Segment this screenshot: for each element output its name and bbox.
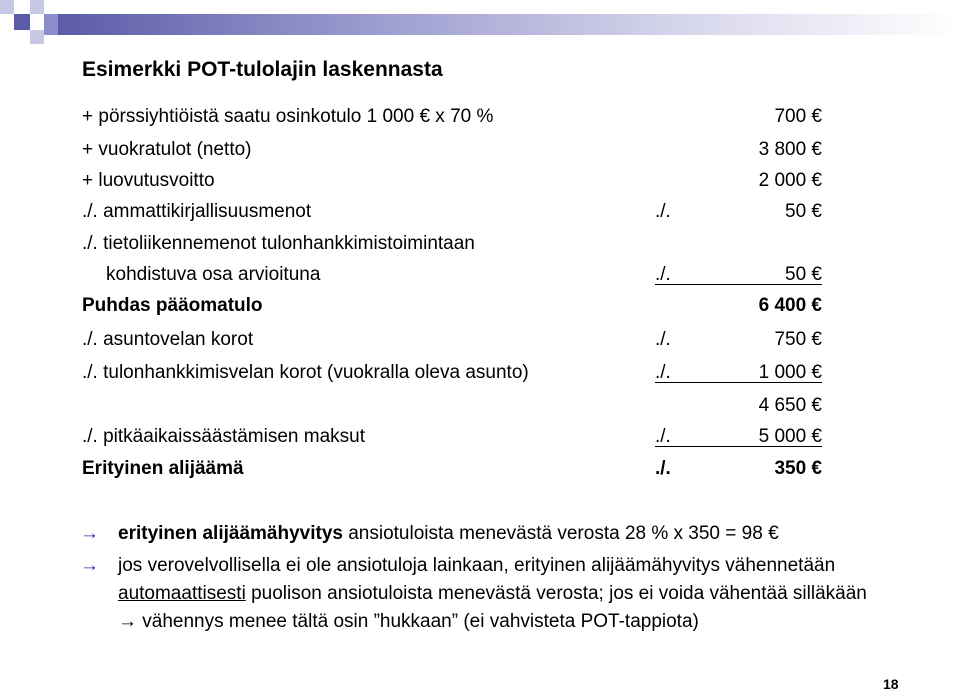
row-minus-sign: ./. [655, 264, 671, 285]
calc-row [0, 104, 960, 130]
bullet-text-part: ansiotuloista menevästä verosta 28 % x 350 = 98 € [342, 523, 779, 544]
decor-square-3 [30, 0, 44, 14]
row-amount: 2 000 € [758, 170, 822, 191]
row-amount: 700 € [774, 106, 822, 127]
calc-row [0, 231, 960, 257]
row-amount: 50 € [785, 264, 822, 285]
row-amount: 3 800 € [758, 139, 822, 160]
sum-underline [655, 382, 822, 383]
page-title: Esimerkki POT-tulolajin laskennasta [82, 58, 443, 81]
bullet-item [80, 520, 890, 548]
header-gradient-bar [58, 14, 960, 35]
decor-square-4 [30, 30, 44, 44]
row-label: kohdistuva osa arvioituna [106, 264, 321, 285]
row-amount: 750 € [774, 329, 822, 350]
bullet-text [118, 552, 890, 636]
bullet-item [80, 552, 890, 636]
sum-underline [655, 446, 822, 447]
row-amount: 6 400 € [758, 295, 822, 316]
calc-row [0, 327, 960, 353]
row-label: + pörssiyhtiöistä saatu osinkotulo 1 000 € x 70 % [82, 106, 494, 127]
row-minus-sign: ./. [655, 426, 671, 447]
row-label: ./. pitkäaikaissäästämisen maksut [82, 426, 366, 447]
calc-row [0, 393, 960, 419]
row-amount: 1 000 € [758, 362, 822, 383]
bullet-text [118, 520, 890, 548]
sum-underline [655, 284, 822, 285]
row-minus-sign: ./. [655, 201, 671, 222]
row-label: Puhdas pääomatulo [82, 295, 263, 316]
bullet-bold-term: erityinen alijäämähyvitys [118, 523, 343, 544]
bullet-text-part: vähennys menee tältä osin ”hukkaan” (ei vahvisteta POT-tappiota) [137, 611, 699, 632]
decor-square-2 [14, 14, 30, 30]
row-label: + vuokratulot (netto) [82, 139, 252, 160]
row-amount: 350 € [774, 458, 822, 479]
row-label: ./. tietoliikennemenot tulonhankkimistoimintaan [82, 233, 475, 254]
bullet-text-part: jos verovelvollisella ei ole ansiotuloja lainkaan, erityinen alijäämähyvitys vähennetään [118, 555, 836, 576]
row-amount: 4 650 € [758, 395, 822, 416]
calc-row [0, 456, 960, 482]
decor-square-5 [44, 14, 58, 35]
row-label: ./. asuntovelan korot [82, 329, 254, 350]
row-label: ./. ammattikirjallisuusmenot [82, 201, 312, 222]
calc-row [0, 262, 960, 288]
calc-row [0, 137, 960, 163]
row-label: Erityinen alijäämä [82, 458, 244, 479]
row-amount: 5 000 € [758, 426, 822, 447]
row-label: + luovutusvoitto [82, 170, 215, 191]
calc-row [0, 199, 960, 225]
bullet-text-part: puolison ansiotuloista menevästä verosta; jos ei voida vähentää silläkään [245, 583, 867, 604]
arrow-right-icon: → [80, 555, 99, 576]
inline-arrow-icon: → [118, 611, 137, 632]
decor-square-1 [0, 0, 14, 14]
calc-row [0, 424, 960, 450]
arrow-right-icon: → [80, 523, 99, 544]
row-amount: 50 € [785, 201, 822, 222]
calc-row [0, 293, 960, 319]
row-minus-sign: ./. [655, 458, 671, 479]
row-minus-sign: ./. [655, 329, 671, 350]
calc-row [0, 168, 960, 194]
calc-row [0, 360, 960, 386]
page-number: 18 [883, 676, 899, 692]
row-minus-sign: ./. [655, 362, 671, 383]
underlined-word: automaattisesti [118, 583, 246, 604]
row-label: ./. tulonhankkimisvelan korot (vuokralla oleva asunto) [82, 362, 529, 383]
